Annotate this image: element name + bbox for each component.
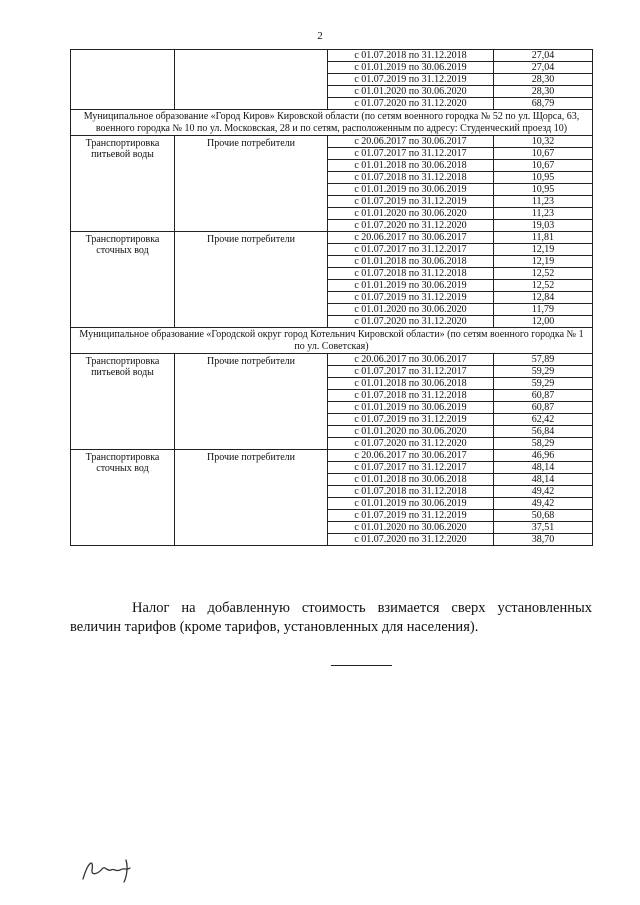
table-row [71,232,593,244]
period-cell: с 01.07.2020 по 31.12.2020 [328,220,494,232]
tariff-value: 48,14 [494,462,593,474]
period-cell: с 01.01.2019 по 30.06.2019 [328,402,494,414]
period-cell: с 01.01.2020 по 30.06.2020 [328,522,494,534]
period-cell: с 01.01.2018 по 30.06.2018 [328,474,494,486]
consumer-group: Прочие потребители [175,450,328,546]
period-cell: с 01.07.2020 по 31.12.2020 [328,316,494,328]
period-cell: с 01.07.2019 по 31.12.2019 [328,196,494,208]
tariff-value: 49,42 [494,498,593,510]
table-row [71,354,593,366]
end-divider [331,665,392,666]
tariff-value: 48,14 [494,474,593,486]
table-row [71,50,593,62]
period-cell: с 01.01.2018 по 30.06.2018 [328,160,494,172]
period-cell: с 20.06.2017 по 30.06.2017 [328,232,494,244]
tariff-table [70,49,593,546]
period-cell: с 01.07.2019 по 31.12.2019 [328,74,494,86]
tariff-value: 12,00 [494,316,593,328]
period-cell: с 20.06.2017 по 30.06.2017 [328,136,494,148]
period-cell: с 20.06.2017 по 30.06.2017 [328,450,494,462]
tariff-value: 10,67 [494,160,593,172]
period-cell: с 01.01.2019 по 30.06.2019 [328,62,494,74]
period-cell: с 01.01.2020 по 30.06.2020 [328,426,494,438]
period-cell: с 01.07.2018 по 31.12.2018 [328,390,494,402]
tariff-value: 37,51 [494,522,593,534]
tariff-value: 19,03 [494,220,593,232]
tariff-value: 50,68 [494,510,593,522]
tariff-value: 10,95 [494,172,593,184]
tariff-value: 46,96 [494,450,593,462]
tariff-value: 60,87 [494,390,593,402]
tariff-value: 58,29 [494,438,593,450]
municipality-heading: Муниципальное образование «Городской округ город Котельнич Кировской области» (по сетям военного городка № 1 по ул. Советская) [71,328,593,354]
tariff-value: 28,30 [494,86,593,98]
consumer-group: Прочие потребители [175,354,328,450]
municipality-heading: Муниципальное образование «Город Киров» Кировской области (по сетям военного городка № 52 по ул. Щорса, 63, военного городка № 10 по ул. Московская, 28 и по сетям, расположенным по адресу: Студенческий проезд 10) [71,110,593,136]
period-cell: с 01.01.2020 по 30.06.2020 [328,86,494,98]
tariff-value: 27,04 [494,62,593,74]
consumer-group: Прочие потребители [175,232,328,328]
period-cell: с 01.07.2020 по 31.12.2020 [328,438,494,450]
tariff-value: 11,23 [494,208,593,220]
tariff-value: 10,95 [494,184,593,196]
service-name: Транспортировка питьевой воды [71,354,175,450]
period-cell: с 01.07.2019 по 31.12.2019 [328,414,494,426]
vat-note: Налог на добавленную стоимость взимается сверх установленных величин тарифов (кроме тарифов, установленных для населения). [70,600,592,635]
tariff-value: 60,87 [494,402,593,414]
tariff-value: 57,89 [494,354,593,366]
period-cell: с 20.06.2017 по 30.06.2017 [328,354,494,366]
tariff-value: 11,79 [494,304,593,316]
table-row [71,450,593,462]
period-cell: с 01.07.2017 по 31.12.2017 [328,244,494,256]
table-row [71,136,593,148]
period-cell: с 01.07.2019 по 31.12.2019 [328,292,494,304]
tariff-value: 12,52 [494,280,593,292]
period-cell: с 01.07.2017 по 31.12.2017 [328,366,494,378]
tariff-value: 27,04 [494,50,593,62]
tariff-value: 12,52 [494,268,593,280]
page-number: 2 [317,30,323,42]
tariff-value: 11,23 [494,196,593,208]
service-name: Транспортировка сточных вод [71,450,175,546]
period-cell: с 01.01.2018 по 30.06.2018 [328,378,494,390]
period-cell: с 01.01.2018 по 30.06.2018 [328,256,494,268]
tariff-value: 38,70 [494,534,593,546]
tariff-value: 10,32 [494,136,593,148]
period-cell: с 01.01.2019 по 30.06.2019 [328,498,494,510]
tariff-value: 10,67 [494,148,593,160]
consumer-cell [175,50,328,110]
tariff-value: 12,84 [494,292,593,304]
tariff-value: 68,79 [494,98,593,110]
period-cell: с 01.07.2017 по 31.12.2017 [328,462,494,474]
period-cell: с 01.07.2018 по 31.12.2018 [328,486,494,498]
period-cell: с 01.01.2019 по 30.06.2019 [328,184,494,196]
handwritten-signature-icon [80,852,138,884]
municipality-row [71,110,593,136]
period-cell: с 01.07.2018 по 31.12.2018 [328,172,494,184]
period-cell: с 01.07.2019 по 31.12.2019 [328,510,494,522]
period-cell: с 01.01.2020 по 30.06.2020 [328,304,494,316]
consumer-group: Прочие потребители [175,136,328,232]
tariff-value: 56,84 [494,426,593,438]
tariff-value: 28,30 [494,74,593,86]
tariff-value: 12,19 [494,256,593,268]
tariff-value: 59,29 [494,366,593,378]
tariff-value: 11,81 [494,232,593,244]
period-cell: с 01.07.2017 по 31.12.2017 [328,148,494,160]
period-cell: с 01.01.2020 по 30.06.2020 [328,208,494,220]
tariff-value: 49,42 [494,486,593,498]
period-cell: с 01.07.2018 по 31.12.2018 [328,50,494,62]
service-cell [71,50,175,110]
period-cell: с 01.07.2018 по 31.12.2018 [328,268,494,280]
service-name: Транспортировка питьевой воды [71,136,175,232]
tariff-value: 62,42 [494,414,593,426]
municipality-row [71,328,593,354]
service-name: Транспортировка сточных вод [71,232,175,328]
period-cell: с 01.01.2019 по 30.06.2019 [328,280,494,292]
tariff-value: 12,19 [494,244,593,256]
period-cell: с 01.07.2020 по 31.12.2020 [328,98,494,110]
period-cell: с 01.07.2020 по 31.12.2020 [328,534,494,546]
tariff-table-body [71,50,593,546]
tariff-value: 59,29 [494,378,593,390]
